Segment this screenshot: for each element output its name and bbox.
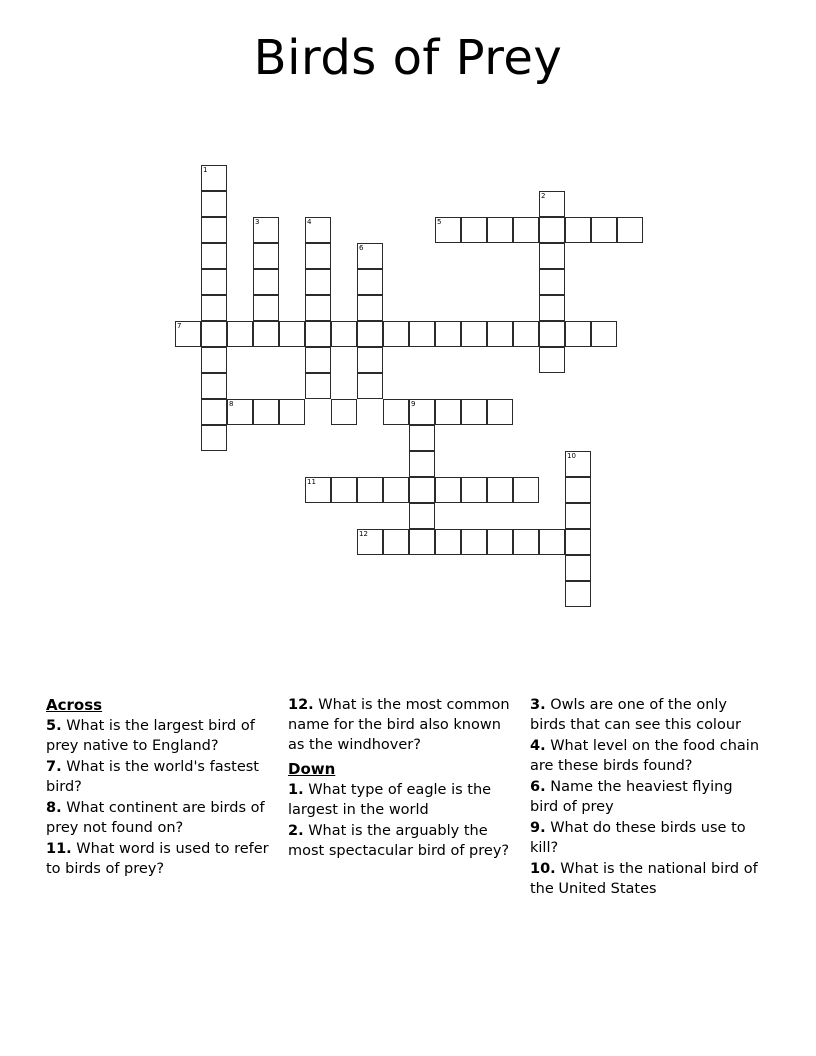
down-heading: Down [288,760,336,778]
grid-cell[interactable] [565,217,591,243]
grid-cell[interactable] [279,321,305,347]
clue-item [46,839,278,879]
grid-cell-number: 4 [307,218,312,226]
clue-text: What do these birds use to kill? [530,820,746,856]
page-title: Birds of Prey [253,30,563,86]
clue-text: What continent are birds of prey not found on? [46,800,265,836]
grid-cell[interactable] [565,555,591,581]
across-clue-list-continued [288,695,520,755]
grid-cell[interactable] [357,243,383,269]
grid-cell[interactable] [331,477,357,503]
grid-cell[interactable] [201,425,227,451]
grid-cell[interactable] [591,217,617,243]
clue-item [530,818,762,858]
grid-cell-number: 5 [437,218,442,226]
grid-cell[interactable] [539,347,565,373]
clue-number: 10. [530,861,556,877]
grid-cell[interactable] [253,321,279,347]
grid-cell-number: 6 [359,244,364,252]
clue-text: What word is used to refer to birds of prey? [46,841,269,877]
grid-cell-number: 7 [177,322,182,330]
grid-cell[interactable] [201,269,227,295]
clue-text: What is the most common name for the bird also known as the windhover? [288,697,510,753]
grid-cell-number: 9 [411,400,416,408]
grid-cell[interactable] [305,217,331,243]
grid-cell[interactable] [435,529,461,555]
grid-cell[interactable] [383,321,409,347]
grid-cell[interactable] [409,503,435,529]
clue-text: What is the national bird of the United States [530,861,758,897]
clue-item [46,757,278,797]
clue-text: What is the world's fastest bird? [46,759,259,795]
grid-cell[interactable] [305,347,331,373]
clue-text: What level on the food chain are these birds found? [530,738,760,774]
grid-cell[interactable] [513,529,539,555]
grid-cell[interactable] [617,217,643,243]
clue-number: 12. [288,697,314,713]
grid-cell[interactable] [409,425,435,451]
clues-section [46,695,776,955]
grid-cell[interactable] [201,217,227,243]
clue-number: 3. [530,697,546,713]
grid-cell[interactable] [487,321,513,347]
grid-cell[interactable] [539,191,565,217]
crossword-grid[interactable] [0,160,816,620]
grid-cell[interactable] [357,373,383,399]
grid-cell[interactable] [201,399,227,425]
clue-text: What is the largest bird of prey native to England? [46,718,255,754]
grid-cell[interactable] [253,243,279,269]
clue-number: 9. [530,820,546,836]
grid-cell[interactable] [565,529,591,555]
grid-cell-number: 2 [541,192,546,200]
clue-text: Owls are one of the only birds that can see this colour [530,697,741,733]
grid-cell[interactable] [539,217,565,243]
clue-item [530,859,762,899]
grid-cell[interactable] [409,399,435,425]
grid-cell[interactable] [305,269,331,295]
grid-cell[interactable] [357,529,383,555]
grid-cell[interactable] [487,217,513,243]
grid-cell[interactable] [461,477,487,503]
grid-cell[interactable] [201,295,227,321]
clue-item [288,821,520,861]
grid-cell[interactable] [435,477,461,503]
grid-cell-number: 8 [229,400,234,408]
grid-cell[interactable] [487,477,513,503]
grid-cell[interactable] [565,321,591,347]
clues-column-1 [46,695,278,880]
grid-cell[interactable] [305,373,331,399]
grid-cell[interactable] [201,165,227,191]
grid-cell[interactable] [357,477,383,503]
grid-cell[interactable] [435,399,461,425]
grid-cell[interactable] [565,477,591,503]
down-clue-list [288,780,520,861]
grid-cell[interactable] [227,399,253,425]
clue-number: 6. [530,779,546,795]
grid-cell[interactable] [305,477,331,503]
grid-cell[interactable] [539,529,565,555]
clue-number: 11. [46,841,72,857]
grid-cell[interactable] [253,399,279,425]
grid-cell[interactable] [565,503,591,529]
grid-cell[interactable] [487,529,513,555]
grid-cell[interactable] [435,321,461,347]
grid-cell[interactable] [591,321,617,347]
grid-cell[interactable] [331,399,357,425]
grid-cell[interactable] [357,269,383,295]
clues-column-2 [288,695,520,862]
grid-cell[interactable] [409,451,435,477]
grid-cell[interactable] [539,321,565,347]
grid-cell[interactable] [305,295,331,321]
grid-cell[interactable] [201,321,227,347]
clue-item [530,777,762,817]
grid-cell-number: 1 [203,166,208,174]
grid-cell-number: 3 [255,218,260,226]
clue-number: 7. [46,759,62,775]
grid-cell[interactable] [409,477,435,503]
grid-cell[interactable] [357,321,383,347]
grid-cell-number: 12 [359,530,368,538]
grid-cell[interactable] [565,451,591,477]
clue-item [530,695,762,735]
clue-item [46,716,278,756]
clue-text: Name the heaviest flying bird of prey [530,779,733,815]
grid-cell[interactable] [565,581,591,607]
clue-number: 4. [530,738,546,754]
grid-cell[interactable] [331,321,357,347]
clue-item [46,798,278,838]
grid-cell[interactable] [539,243,565,269]
clues-column-3 [530,695,762,900]
grid-cell[interactable] [487,399,513,425]
grid-cell[interactable] [383,399,409,425]
across-clue-list [46,716,278,879]
clue-item [288,695,520,755]
grid-cell[interactable] [201,243,227,269]
grid-cell[interactable] [461,529,487,555]
grid-cell[interactable] [305,321,331,347]
grid-cell[interactable] [539,269,565,295]
grid-cell[interactable] [253,217,279,243]
down-clue-list-continued [530,695,762,899]
grid-cell[interactable] [461,321,487,347]
grid-cell[interactable] [539,295,565,321]
clue-number: 2. [288,823,304,839]
grid-cell[interactable] [513,477,539,503]
grid-cell[interactable] [253,269,279,295]
across-heading: Across [46,696,103,714]
grid-cell[interactable] [383,477,409,503]
clue-number: 5. [46,718,62,734]
clue-number: 8. [46,800,62,816]
grid-cell[interactable] [253,295,279,321]
clue-text: What is the arguably the most spectacular bird of prey? [288,823,510,859]
grid-cell[interactable] [461,399,487,425]
grid-cell[interactable] [409,529,435,555]
grid-cell[interactable] [357,295,383,321]
clue-item [530,736,762,776]
grid-cell-number: 11 [307,478,316,486]
clue-number: 1. [288,782,304,798]
grid-cell-number: 10 [567,452,576,460]
grid-cell[interactable] [513,217,539,243]
grid-cell[interactable] [279,399,305,425]
grid-cell[interactable] [513,321,539,347]
grid-cell[interactable] [175,321,201,347]
grid-cell[interactable] [383,529,409,555]
grid-cell[interactable] [305,243,331,269]
grid-cell[interactable] [357,347,383,373]
grid-cell[interactable] [435,217,461,243]
clue-text: What type of eagle is the largest in the world [288,782,492,818]
grid-cell[interactable] [409,321,435,347]
clue-item [288,780,520,820]
grid-cell[interactable] [201,191,227,217]
grid-cell[interactable] [227,321,253,347]
grid-cell[interactable] [201,373,227,399]
grid-cell[interactable] [201,347,227,373]
grid-cell[interactable] [461,217,487,243]
